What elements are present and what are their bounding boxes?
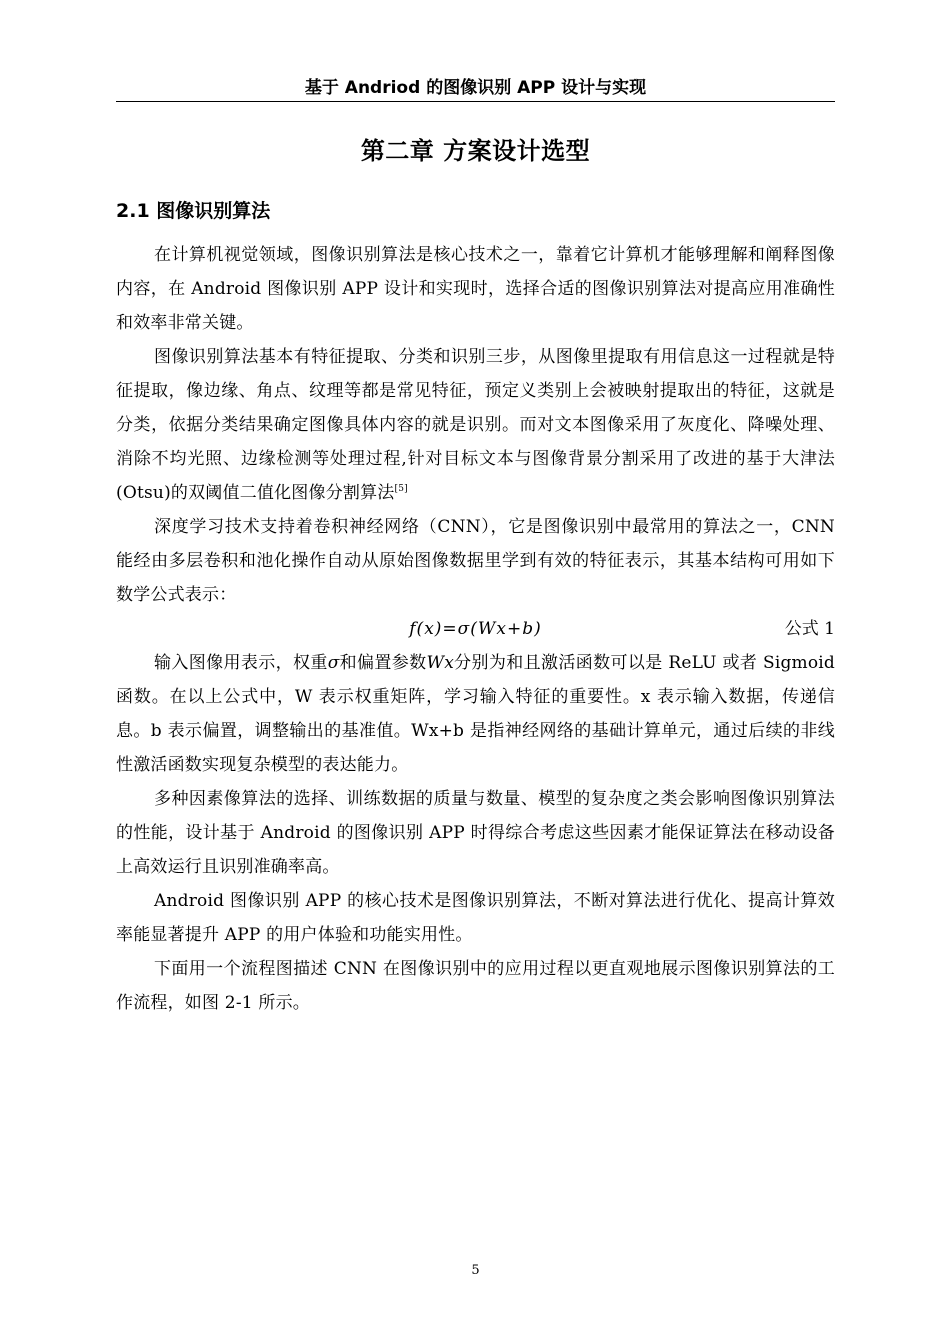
paragraph-4	[116, 646, 835, 782]
sigma-symbol: σ	[327, 653, 340, 673]
wx-symbol: Wx	[426, 653, 454, 673]
formula-row	[116, 612, 835, 646]
running-header: 基于 Andriod 的图像识别 APP 设计与实现	[304, 78, 647, 98]
body-text	[116, 238, 835, 1020]
paragraph-2-text: 图像识别算法基本有特征提取、分类和识别三步，从图像里提取有用信息这一过程就是特征提取，像边缘、角点、纹理等都是常见特征，预定义类别上会被映射提取出的特征，这就是分类，依据分类结果确定图像具体内容的就是识别。而对文本图像采用了灰度化、降噪处理、消除不均光照、边缘检测等处理过程,针对目标文本与图像背景分割采用了改进的基于大津法(Otsu)的双阈值二值化图像分割算法	[116, 347, 835, 503]
formula-label: 公式 1	[784, 619, 835, 639]
citation-5[interactable]: [5]	[394, 484, 408, 494]
section-heading: 2.1 图像识别算法	[116, 200, 271, 222]
header-rule	[116, 101, 835, 102]
paragraph-2	[116, 340, 835, 510]
paragraph-4-part2: 和偏置参数	[339, 653, 427, 673]
formula-expression: f(x)=σ(Wx+b)	[409, 619, 542, 639]
paragraph-7: 下面用一个流程图描述 CNN 在图像识别中的应用过程以更直观地展示图像识别算法的工作流程，如图 2-1 所示。	[116, 959, 835, 1013]
page-number: 5	[471, 1263, 480, 1278]
paragraph-4-part1: 输入图像用表示，权重	[154, 653, 328, 673]
paragraph-5: 多种因素像算法的选择、训练数据的质量与数量、模型的复杂度之类会影响图像识别算法的性能，设计基于 Android 的图像识别 APP 时得综合考虑这些因素才能保证算法在移动设备上高效运行且识别准确率高。	[116, 789, 835, 877]
chapter-title: 第二章 方案设计选型	[360, 137, 591, 165]
paragraph-6: Android 图像识别 APP 的核心技术是图像识别算法，不断对算法进行优化、提高计算效率能显著提升 APP 的用户体验和功能实用性。	[116, 891, 835, 945]
paragraph-3: 深度学习技术支持着卷积神经网络（CNN），它是图像识别中最常用的算法之一，CNN 能经由多层卷积和池化操作自动从原始图像数据里学到有效的特征表示，其基本结构可用如下数学公式表示：	[116, 517, 835, 605]
paragraph-1: 在计算机视觉领域，图像识别算法是核心技术之一，靠着它计算机才能够理解和阐释图像内容，在 Android 图像识别 APP 设计和实现时，选择合适的图像识别算法对提高应用准确性和效率非常关键。	[116, 245, 835, 333]
paragraph-4-part3: 分别为和且激活函数可以是 ReLU 或者 Sigmoid 函数。在以上公式中，W 表示权重矩阵，学习输入特征的重要性。x 表示输入数据，传递信息。b 表示偏置，调整输出的基准值。Wx+b 是指神经网络的基础计算单元，通过后续的非线性激活函数实现复杂模型的表达能力。	[116, 653, 836, 775]
